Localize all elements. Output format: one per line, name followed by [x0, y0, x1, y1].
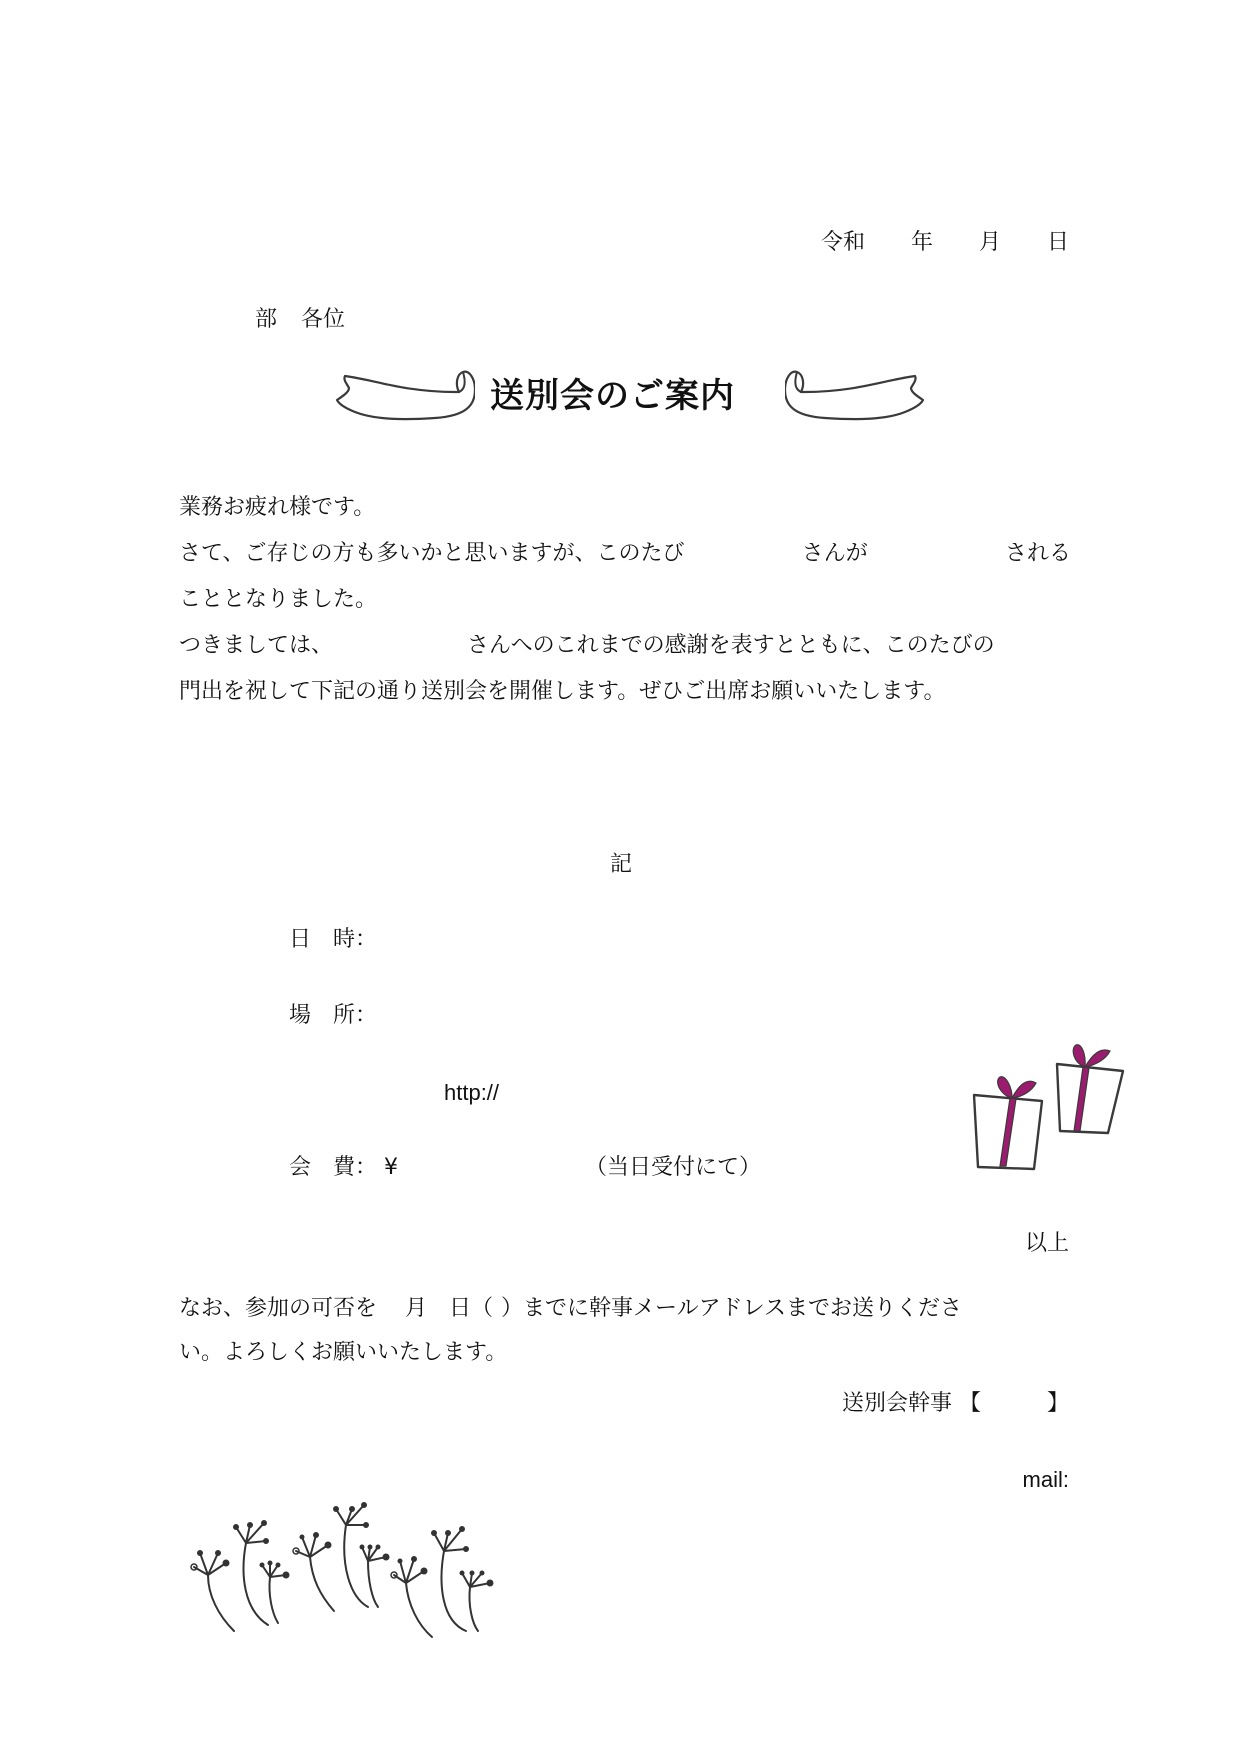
recipient-dept: 部 [255, 307, 278, 332]
body-line-2 [179, 540, 1071, 586]
note-day: 日（ [449, 1296, 494, 1321]
scroll-banner-icon [335, 364, 475, 428]
place-row [289, 1002, 399, 1030]
bracket-close: 】 [1046, 1391, 1069, 1416]
date-line [821, 229, 1069, 257]
note-text: い。よろしくお願いいたします。 [179, 1340, 508, 1365]
body-text: つきましては、 [179, 633, 334, 658]
body-text: される [1004, 541, 1071, 566]
body-text: さて、ご存じの方も多いかと思いますが、このたび [179, 541, 685, 566]
date-day-unit: 日 [1046, 230, 1069, 255]
bracket-open: 【 [958, 1391, 981, 1416]
note-month: 月 [405, 1296, 428, 1321]
body-text: 門出を祝して下記の通り送別会を開催します。ぜひご出席お願いいたします。 [179, 679, 946, 704]
body-line-4 [179, 632, 1071, 678]
body-text: さんへのこれまでの感謝を表すとともに、このたびの [467, 633, 995, 658]
fee-label: 会 費： [289, 1155, 378, 1180]
reply-note [179, 1295, 1071, 1383]
mail-label: mail: [1022, 1467, 1069, 1492]
greeting-text: 業務お疲れ様です。 [179, 495, 376, 520]
body-text: さんが [801, 541, 868, 566]
recipient-line [255, 306, 345, 334]
place-label: 場 所： [289, 1003, 378, 1028]
body-line-1 [179, 494, 1071, 540]
organizer-label: 送別会幹事 [841, 1391, 952, 1416]
url-text: http:// [444, 1080, 500, 1105]
dandelion-flowers-icon [178, 1495, 498, 1655]
fee-row [289, 1154, 761, 1182]
date-era: 令和 [820, 230, 865, 255]
organizer-line [842, 1390, 1069, 1418]
datetime-row [289, 926, 399, 954]
body-text: こととなりました。 [179, 587, 378, 612]
note-text: なお、参加の可否を [179, 1296, 378, 1321]
note-text: ）までに幹事メールアドレスまでお送りくださ [501, 1296, 962, 1321]
body-line-3 [179, 586, 1071, 632]
date-year-unit: 年 [910, 230, 933, 255]
recipient-honorific: 各位 [301, 307, 346, 332]
note-line-1 [179, 1295, 1071, 1339]
date-month-unit: 月 [978, 230, 1001, 255]
page-title: 送別会のご案内 [490, 376, 735, 416]
scroll-banner-icon [785, 364, 925, 428]
gift-box-icon [968, 1035, 1143, 1185]
fee-note: （当日受付にて） [585, 1155, 762, 1180]
body-line-5 [179, 678, 1071, 724]
closing-text: 以上 [1024, 1231, 1069, 1256]
body-paragraph [179, 494, 1071, 724]
fee-currency: ¥ [384, 1155, 399, 1180]
notation-heading: 記 [610, 852, 633, 877]
title-block [335, 362, 925, 430]
datetime-label: 日 時： [289, 927, 378, 952]
note-line-2 [179, 1339, 1071, 1383]
